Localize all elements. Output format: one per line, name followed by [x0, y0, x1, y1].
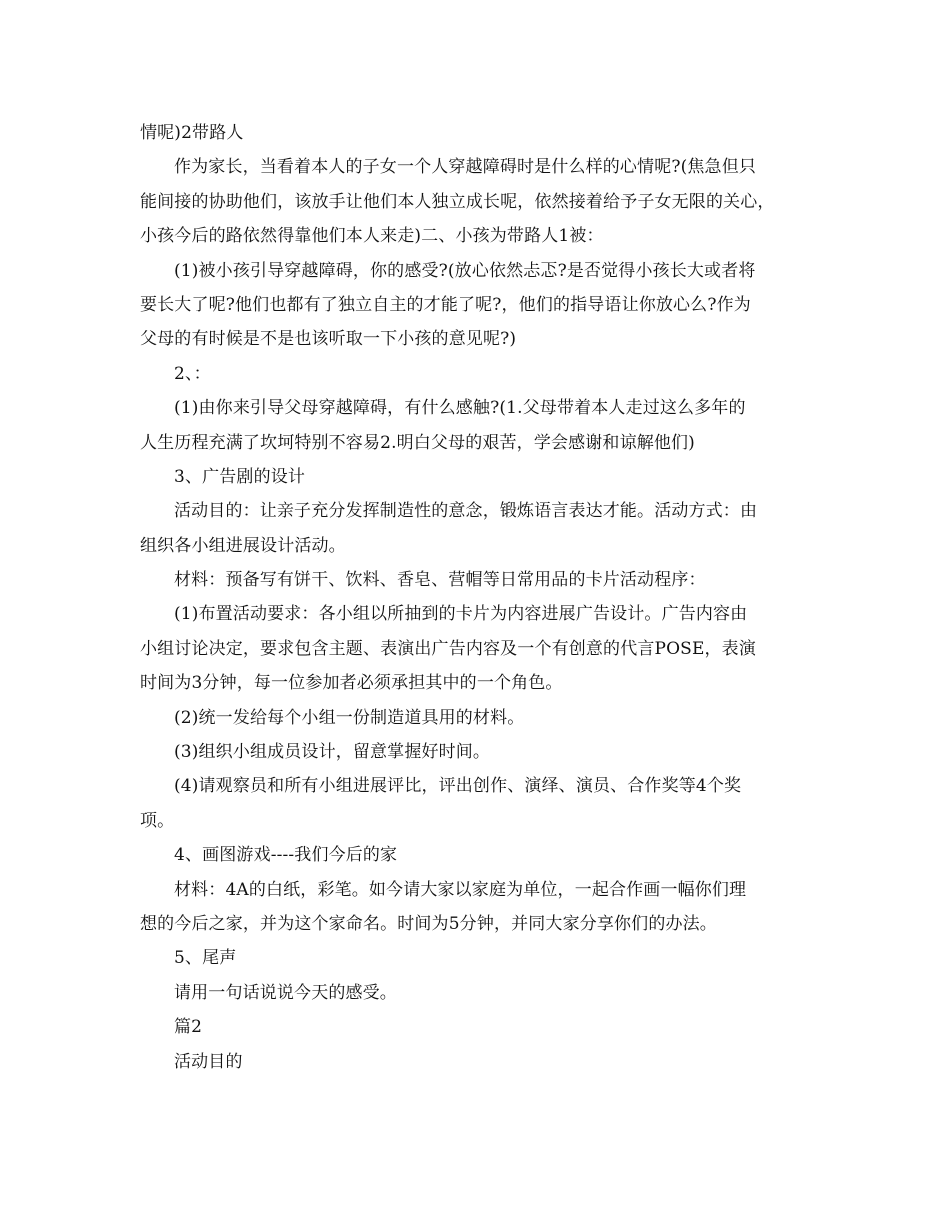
text-line: 活动目的: [174, 1051, 243, 1072]
text-line: 小组讨论决定，要求包含主题、表演出广告内容及一个有创意的代言POSE，表演: [140, 638, 756, 659]
document-body: [140, 116, 812, 1079]
text-line: 作为家长，当看着本人的子女一个人穿越障碍时是什么样的心情呢?(焦急但只: [174, 157, 756, 178]
text-line: (2)统一发给每个小组一份制造道具用的材料。: [174, 707, 525, 728]
text-line: (1)由你来引导父母穿越障碍，有什么感触?(1.父母带着本人走过这么多年的: [174, 398, 746, 419]
text-line: 材料：4A的白纸，彩笔。如今请大家以家庭为单位，一起合作画一幅你们理: [174, 879, 747, 900]
text-line: 想的今后之家，并为这个家命名。时间为5分钟，并同大家分享你们的办法。: [140, 913, 717, 934]
text-line: 5、尾声: [174, 948, 237, 969]
text-line: 请用一句话说说今天的感受。: [174, 982, 397, 1003]
text-line: 要长大了呢?他们也都有了独立自主的才能了呢?，他们的指导语让你放心么?作为: [140, 294, 751, 315]
text-line: 情呢)2带路人: [140, 123, 244, 143]
text-line: 父母的有时候是不是也该听取一下小孩的意见呢?): [140, 329, 517, 350]
text-line: 小孩今后的路依然得靠他们本人来走)二、小孩为带路人1被：: [140, 226, 604, 247]
text-line: 2、：: [174, 363, 211, 384]
text-line: 4、画图游戏----我们今后的家: [174, 845, 398, 866]
text-line: 项。: [140, 810, 175, 831]
text-line: 3、广告剧的设计: [174, 466, 306, 487]
text-line: (1)布置活动要求：各小组以所抽到的卡片为内容进展广告设计。广告内容由: [174, 604, 748, 625]
text-line: 人生历程充满了坎坷特别不容易2.明白父母的艰苦，学会感谢和谅解他们): [140, 432, 695, 453]
text-line: (4)请观察员和所有小组进展评比，评出创作、演绎、演员、合作奖等4个奖: [174, 776, 742, 797]
text-line: 材料：预备写有饼干、饮料、香皂、营帽等日常用品的卡片活动程序：: [174, 570, 706, 591]
text-line: 能间接的协助他们，该放手让他们本人独立成长呢，依然接着给予子女无限的关心，: [140, 191, 775, 212]
text-line: 活动目的：让亲子充分发挥制造性的意念，锻炼语言表达才能。活动方式：由: [174, 501, 758, 522]
text-line: 组织各小组进展设计活动。: [140, 535, 346, 556]
text-line: (1)被小孩引导穿越障碍，你的感受?(放心依然忐忑?是否觉得小孩长大或者将: [174, 260, 756, 281]
text-line: 时间为3分钟，每一位参加者必须承担其中的一个角色。: [140, 673, 563, 694]
text-line: (3)组织小组成员设计，留意掌握好时间。: [174, 742, 491, 763]
text-line: 篇2: [174, 1017, 203, 1038]
